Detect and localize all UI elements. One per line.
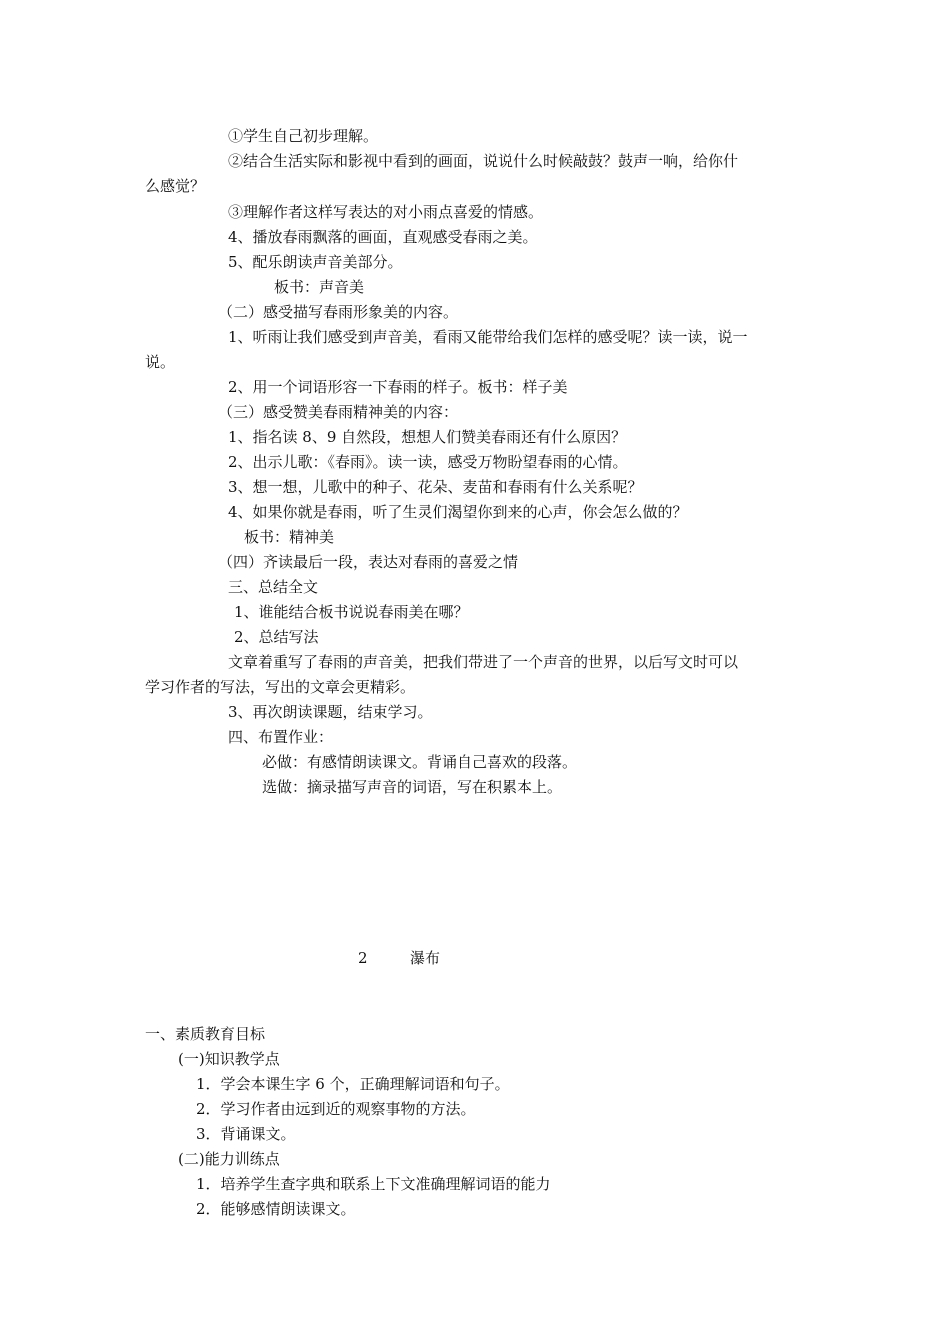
section-heading: （二）感受描写春雨形象美的内容。 — [218, 303, 459, 321]
board-note: 板书：精神美 — [244, 528, 335, 546]
section-heading: 四、布置作业： — [228, 728, 334, 746]
text-line: 文章着重写了春雨的声音美，把我们带进了一个声音的世界，以后写文时可以 — [228, 653, 739, 671]
section-heading: (一)知识教学点 — [178, 1050, 280, 1068]
section-heading: (二)能力训练点 — [178, 1150, 280, 1168]
text-line: 1、谁能结合板书说说春雨美在哪？ — [234, 603, 469, 621]
text-line: 1、听雨让我们感受到声音美，看雨又能带给我们怎样的感受呢？读一读，说一 — [228, 328, 748, 346]
section-heading: 一、素质教育目标 — [145, 1025, 266, 1043]
text-line: 5、配乐朗读声音美部分。 — [228, 253, 403, 271]
text-line: 2、出示儿歌：《春雨》。读一读，感受万物盼望春雨的心情。 — [228, 453, 628, 471]
text-line: 3、想一想，儿歌中的种子、花朵、麦苗和春雨有什么关系呢？ — [228, 478, 643, 496]
board-note: 板书：声音美 — [274, 278, 365, 296]
text-line: 2、总结写法 — [234, 628, 319, 646]
text-line: 2、用一个词语形容一下春雨的样子。板书：样子美 — [228, 378, 568, 396]
text-line: ①学生自己初步理解。 — [228, 127, 379, 145]
text-line: 3、再次朗读课题，结束学习。 — [228, 703, 433, 721]
text-line: 2．学习作者由远到近的观察事物的方法。 — [196, 1100, 476, 1118]
text-line: 3．背诵课文。 — [196, 1125, 296, 1143]
text-line: ②结合生活实际和影视中看到的画面，说说什么时候敲鼓？鼓声一响，给你什 — [228, 152, 739, 170]
text-line: 1．学会本课生字 6 个，正确理解词语和句子。 — [196, 1075, 510, 1093]
lesson-title — [358, 948, 440, 968]
lesson-number: 2 — [358, 949, 368, 967]
text-line: 4、播放春雨飘落的画面，直观感受春雨之美。 — [228, 228, 538, 246]
section-heading: 三、总结全文 — [228, 578, 319, 596]
text-line: 学习作者的写法，写出的文章会更精彩。 — [145, 678, 416, 696]
text-line: 2．能够感情朗读课文。 — [196, 1200, 356, 1218]
lesson-title-text: 瀑布 — [410, 949, 441, 967]
text-line: 说。 — [145, 353, 176, 371]
text-line: ③理解作者这样写表达的对小雨点喜爱的情感。 — [228, 203, 544, 221]
text-line: 么感觉？ — [145, 177, 206, 195]
text-line: 1、指名读 8、9 自然段，想想人们赞美春雨还有什么原因？ — [228, 428, 627, 446]
text-line: 选做：摘录描写声音的词语，写在积累本上。 — [262, 778, 563, 796]
text-line: 1．培养学生查字典和联系上下文准确理解词语的能力 — [196, 1175, 551, 1193]
section-heading: （四）齐读最后一段，表达对春雨的喜爱之情 — [218, 553, 519, 571]
text-line: 4、如果你就是春雨，听了生灵们渴望你到来的心声，你会怎么做的？ — [228, 503, 688, 521]
section-heading: （三）感受赞美春雨精神美的内容： — [218, 403, 459, 421]
text-line: 必做：有感情朗读课文。背诵自己喜欢的段落。 — [262, 753, 578, 771]
